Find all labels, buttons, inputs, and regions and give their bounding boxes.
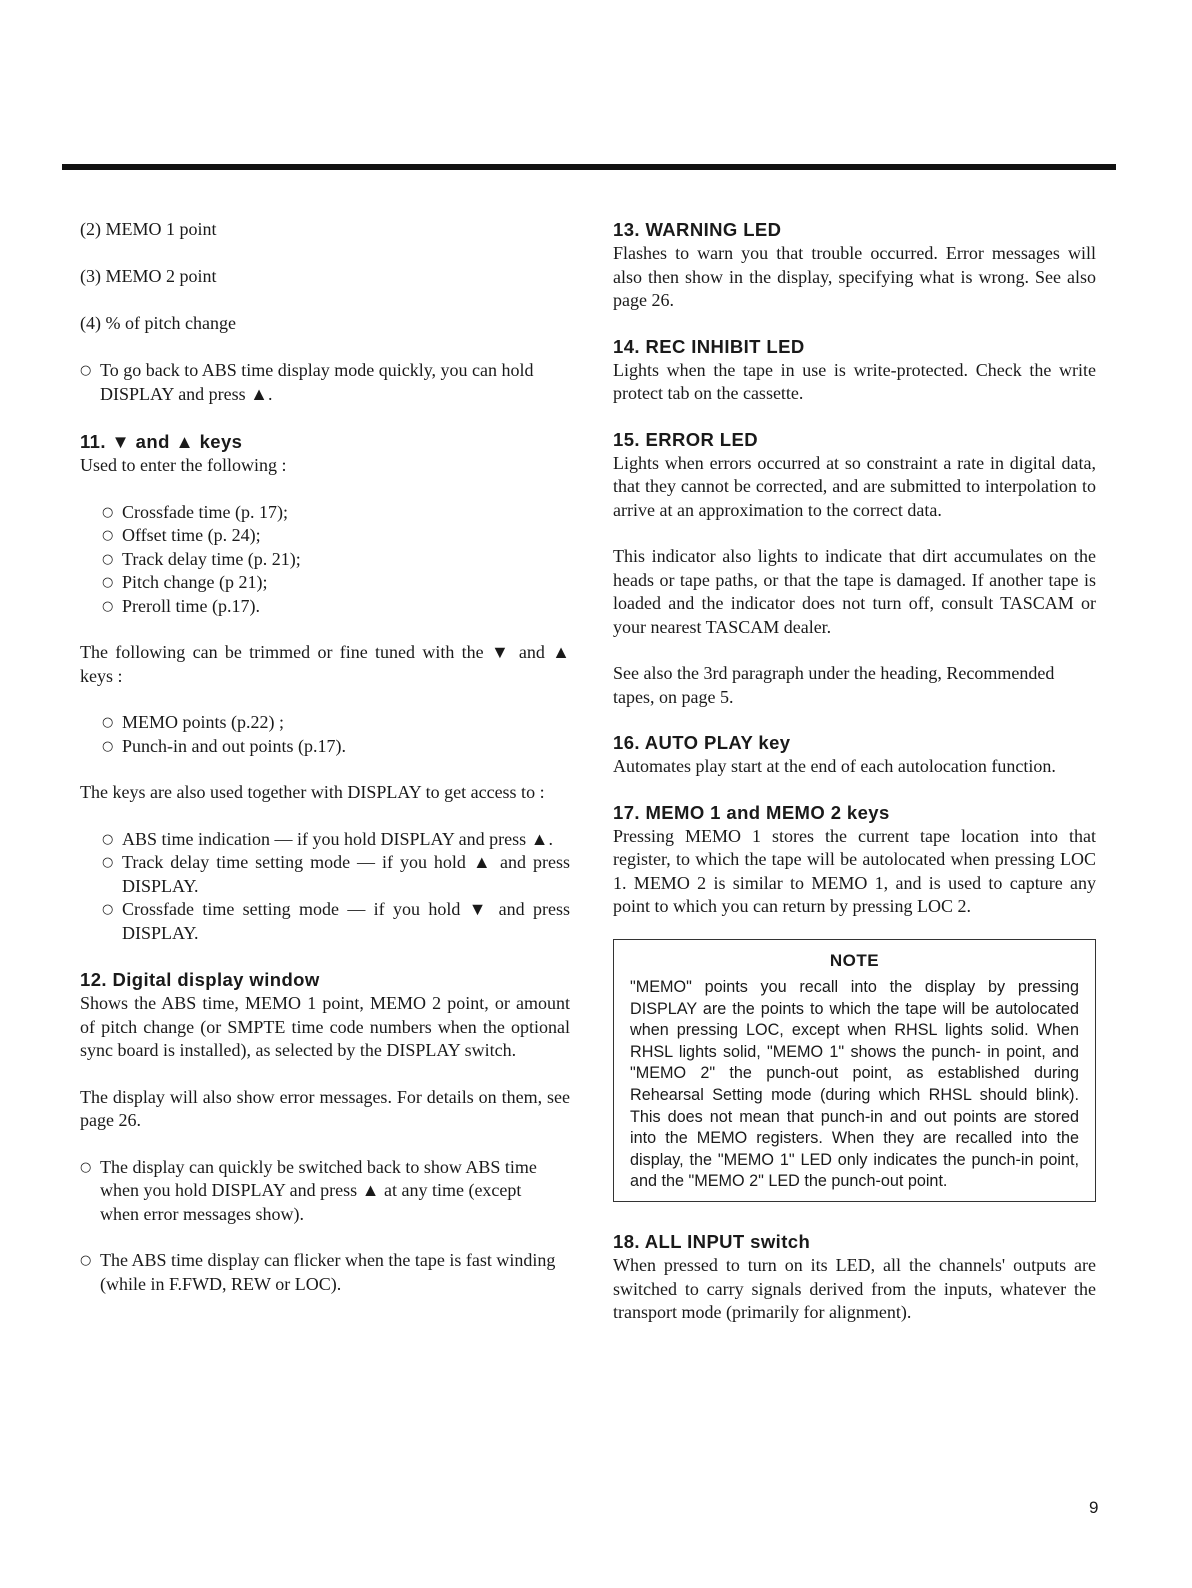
section-12-p2: The display will also show error messages. For details on them, see page 26.	[80, 1086, 570, 1130]
section-15-p1: Lights when errors occurred at so constraint a rate in digital data, that they cannot be corrected, and are submitted to interpolation to arrive at an approximation to the correct data.	[613, 452, 1096, 520]
section-17-text: Pressing MEMO 1 stores the current tape location into that register, to which the tape will be autolocated when pressing LOC 1. MEMO 2 is similar to MEMO 1, and is used to capture any point to which you can return by pressing LOC 2.	[613, 825, 1096, 916]
section-14-heading: 14. REC INHIBIT LED	[613, 335, 805, 357]
trim-text: The following can be trimmed or fine tuned with the ▼ and ▲ keys :	[80, 642, 570, 686]
section-15-p3: See also the 3rd paragraph under the heading, Recommended tapes, on page 5.	[613, 663, 1055, 707]
list-item: ○ ABS time indication — if you hold DISPLAY and press ▲.	[102, 828, 553, 849]
list-item: ○ Punch-in and out points (p.17).	[102, 735, 346, 756]
section-11-heading: 11. ▼ and ▲ keys	[80, 431, 243, 452]
section-11-intro: Used to enter the following :	[80, 455, 287, 475]
section-15	[613, 428, 1096, 710]
list-item: ○ Preroll time (p.17).	[102, 595, 260, 616]
trim-list	[80, 711, 570, 758]
note-text: "MEMO" points you recall into the display by pressing DISPLAY are the points to which the tape will be autolocated when pressing LOC, except when RHSL lights solid. When RHSL lights solid, "MEMO 1" shows the punch- in point, and "MEMO 2" the punch-out point, as established during Rehearsal Setting mode (during which RHSL should blink). This does not mean that punch-in and out points are stored into the MEMO registers. When they are recalled into the display, the "MEMO 1" LED only indicates the punch-in point, and the "MEMO 2" LED the punch-out point.	[630, 978, 1079, 1191]
section-12	[80, 968, 570, 1296]
section-15-heading: 15. ERROR LED	[613, 428, 759, 450]
display-switch-bullet: ○ The display can quickly be switched back to show ABS time when you hold DISPLAY and press ▲ at any time (except when error messages show).	[80, 1156, 537, 1224]
section-14-text: Lights when the tape in use is write-protected. Check the write protect tab on the cassette.	[613, 359, 1096, 403]
list-item: ○ MEMO points (p.22) ;	[102, 712, 284, 732]
list-item: ○ Pitch change (p 21);	[102, 572, 268, 592]
section-11	[80, 430, 570, 945]
header-rule	[62, 164, 1116, 170]
access-list	[80, 828, 570, 946]
section-17	[613, 801, 1096, 919]
section-18-heading: 18. ALL INPUT switch	[613, 1231, 811, 1253]
page-number: 9	[1089, 1498, 1099, 1517]
section-16	[613, 731, 1096, 779]
list-item: ○ Track delay time setting mode — if you hold ▲ and press DISPLAY.	[102, 852, 570, 896]
flicker-bullet: ○ The ABS time display can flicker when the tape is fast winding (while in F.FWD, REW or LOC).	[80, 1250, 556, 1294]
memo-item-4: (4) % of pitch change	[80, 313, 236, 333]
memo-item-2: (2) MEMO 1 point	[80, 219, 217, 239]
list-item: ○ Crossfade time (p. 17);	[102, 501, 288, 522]
section-16-text: Automates play start at the end of each autolocation function.	[613, 756, 1056, 776]
abs-return-bullet: ○ To go back to ABS time display mode quickly, you can hold DISPLAY and press ▲.	[80, 359, 570, 406]
left-column	[80, 218, 570, 1296]
note-title: NOTE	[829, 950, 880, 970]
section-18	[613, 1230, 1096, 1325]
access-text: The keys are also used together with DISPLAY to get access to :	[80, 782, 545, 802]
memo-item-3: (3) MEMO 2 point	[80, 266, 217, 286]
list-item: ○ Crossfade time setting mode — if you hold ▼ and press DISPLAY.	[102, 899, 570, 943]
section-13	[613, 218, 1096, 313]
note-box	[613, 939, 1096, 1203]
section-12-heading: 12. Digital display window	[80, 969, 320, 990]
section-11-list	[80, 501, 570, 619]
section-17-heading: 17. MEMO 1 and MEMO 2 keys	[613, 801, 890, 823]
section-15-p2: This indicator also lights to indicate that dirt accumulates on the heads or tape paths, or that the tape is damaged. If another tape is loaded and the indicator does not turn off, consult TASCAM or your nearest TASCAM dealer.	[613, 546, 1096, 637]
section-12-p1: Shows the ABS time, MEMO 1 point, MEMO 2 point, or amount of pitch change (or SMPTE time code numbers when the optional sync board is installed), as selected by the DISPLAY switch.	[80, 993, 570, 1060]
list-item: ○ Track delay time (p. 21);	[102, 548, 301, 569]
section-18-text: When pressed to turn on its LED, all the channels' outputs are switched to carry signals derived from the inputs, whatever the transport mode (primarily for alignment).	[613, 1255, 1096, 1323]
section-13-heading: 13. WARNING LED	[613, 219, 782, 240]
list-item: ○ Offset time (p. 24);	[102, 525, 261, 545]
section-16-heading: 16. AUTO PLAY key	[613, 732, 791, 753]
right-column	[613, 218, 1096, 1325]
section-14	[613, 335, 1096, 406]
section-13-text: Flashes to warn you that trouble occurred. Error messages will also then show in the display, specifying what is wrong. See also page 26.	[613, 243, 1096, 310]
bullet-icon: ○	[80, 363, 92, 378]
